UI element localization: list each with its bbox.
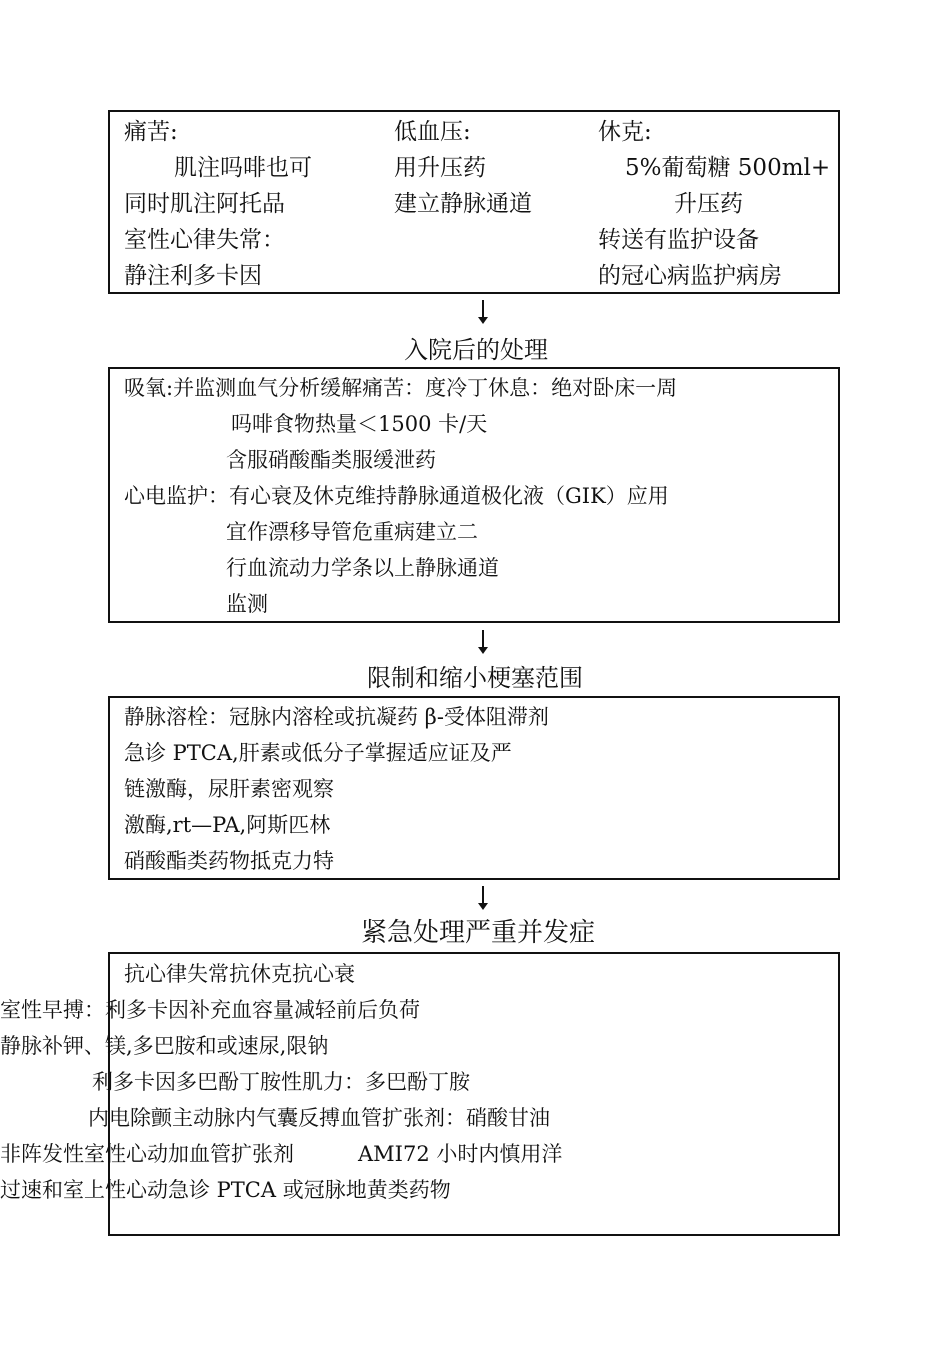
box2-line: 吗啡食物热量＜1500 卡/天 bbox=[231, 412, 488, 436]
shock-line1: 5%葡萄糖 500ml+ bbox=[625, 155, 831, 181]
down-arrow-icon bbox=[482, 630, 484, 648]
pain-line2: 同时肌注阿托品 bbox=[124, 191, 285, 217]
box3-line: 急诊 PTCA,肝素或低分子掌握适应证及严 bbox=[124, 741, 512, 765]
down-arrow-icon bbox=[482, 300, 484, 318]
box2-line: 心电监护：有心衰及休克维持静脉通道极化液（GIK）应用 bbox=[124, 484, 669, 508]
pain-label: 痛苦: bbox=[124, 119, 178, 145]
box2-line: 吸氧:并监测血气分析缓解痛苦：度冷丁休息：绝对卧床一周 bbox=[124, 376, 678, 400]
box3-line: 硝酸酯类药物抵克力特 bbox=[124, 849, 334, 873]
heading-admission: 入院后的处理 bbox=[404, 336, 548, 364]
shock-line2: 升压药 bbox=[674, 191, 743, 217]
heading-infarct: 限制和缩小梗塞范围 bbox=[367, 664, 583, 692]
box3-line: 激酶,rt—PA,阿斯匹林 bbox=[124, 813, 331, 837]
hypotension-line1: 用升压药 bbox=[394, 155, 486, 181]
box2-line: 行血流动力学条以上静脉通道 bbox=[226, 556, 499, 580]
shock-line4: 的冠心病监护病房 bbox=[598, 263, 782, 289]
box2-line: 含服硝酸酯类服缓泄药 bbox=[226, 448, 436, 472]
arrhythmia-line1: 静注利多卡因 bbox=[124, 263, 262, 289]
hypotension-label: 低血压: bbox=[394, 119, 471, 145]
box4-line: 过速和室上性心动急诊 PTCA 或冠脉地黄类药物 bbox=[0, 1178, 451, 1202]
box4-line: 内电除颤主动脉内气囊反搏血管扩张剂：硝酸甘油 bbox=[88, 1106, 550, 1130]
box4-line: 非阵发性室性心动加血管扩张剂 bbox=[0, 1142, 294, 1166]
down-arrow-icon bbox=[482, 886, 484, 904]
box2-line: 监测 bbox=[226, 592, 268, 616]
shock-line3: 转送有监护设备 bbox=[598, 227, 759, 253]
box4-line: 室性早搏：利多卡因补充血容量减轻前后负荷 bbox=[0, 998, 420, 1022]
box4-line: AMI72 小时内慎用洋 bbox=[358, 1142, 563, 1166]
hypotension-line2: 建立静脉通道 bbox=[394, 191, 532, 217]
box3-line: 链激酶，尿肝素密观察 bbox=[124, 777, 334, 801]
heading-complications: 紧急处理严重并发症 bbox=[361, 918, 596, 948]
box4-line: 静脉补钾、镁,多巴胺和或速尿,限钠 bbox=[0, 1034, 329, 1058]
arrhythmia-label: 室性心律失常： bbox=[124, 227, 285, 253]
shock-label: 休克: bbox=[598, 119, 652, 145]
pain-line1: 肌注吗啡也可 bbox=[174, 155, 312, 181]
box4-line: 利多卡因多巴酚丁胺性肌力：多巴酚丁胺 bbox=[92, 1070, 470, 1094]
box2-line: 宜作漂移导管危重病建立二 bbox=[226, 520, 478, 544]
box3-line: 静脉溶栓：冠脉内溶栓或抗凝药 β-受体阻滞剂 bbox=[124, 705, 549, 729]
box4-line: 抗心律失常抗休克抗心衰 bbox=[124, 962, 355, 986]
